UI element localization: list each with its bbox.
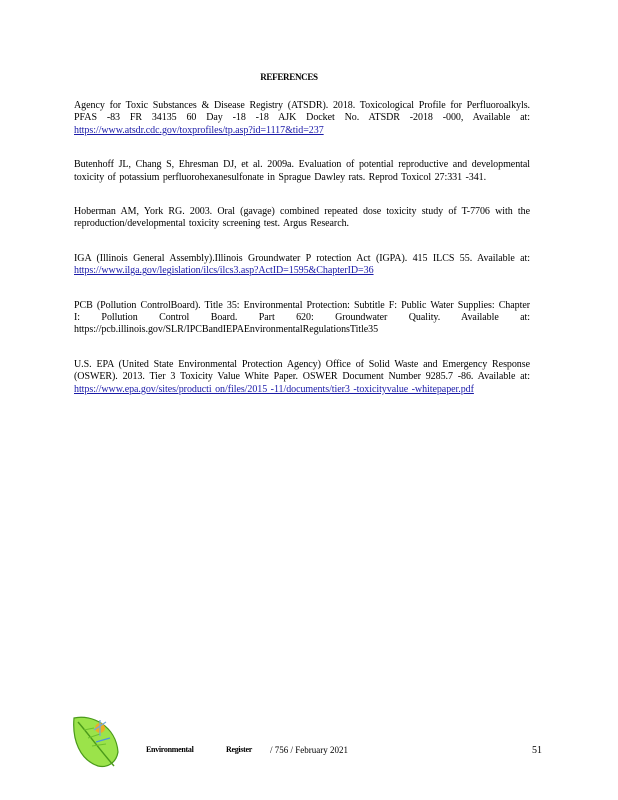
reference-link-epa[interactable]: https://www.epa.gov/sites/producti on/files/2015 -11/documents/tier3 -toxicityvalue -whitepaper.pdf [74, 383, 474, 395]
footer-page-number: 51 [532, 745, 542, 756]
reference-pcb: PCB (Pollution ControlBoard). Title 35: Environmental Protection: Subtitle F: Public Water Supplies: Chapter I: Pollution Control Board. Part 620: Groundwater Quality. Available at: https://pcb.illinois.gov/SLR/IPCBandIEPAEnvironmentalRegulationsTitle35 [74, 299, 530, 336]
footer-issue: / 756 / February 2021 [270, 745, 348, 755]
page-footer [0, 712, 618, 772]
footer-register-label: Register [226, 745, 253, 754]
reference-butenhoff: Butenhoff JL, Chang S, Ehresman DJ, et al. 2009a. Evaluation of potential reproductive and developmental toxicity of potassium perfluorohexanesulfonate in Sprague Dawley rats. Reprod Toxicol 27:331 -341. [74, 159, 530, 183]
reference-atsdr: Agency for Toxic Substances & Disease Registry (ATSDR). 2018. Toxicological Profile for Perfluoroalkyls. PFAS -83 FR 34135 60 Day -18 -18 AJK Docket No. ATSDR -2018 -000, Available at: https://www.atsdr.cdc.gov/toxprofiles/tp.asp?id=1117&tid=237 [74, 100, 530, 136]
references-heading: REFERENCES [260, 72, 318, 82]
reference-link-iga[interactable]: https://www.ilga.gov/legislation/ilcs/ilcs3.asp?ActID=1595&ChapterID=36 [74, 265, 374, 277]
reference-hoberman: Hoberman AM, York RG. 2003. Oral (gavage) combined repeated dose toxicity study of T-7706 with the reproduction/developmental toxicity screening test. Argus Research. [74, 206, 530, 230]
environmental-register-logo-icon [70, 712, 122, 770]
reference-epa: U.S. EPA (United State Environmental Protection Agency) Office of Solid Waste and Emergency Response (OSWER). 2013. Tier 3 Toxicity Value White Paper. OSWER Document Number 9285.7 -86. Available at: https://www.epa.gov/sites/producti on/files/2015 -11/documents/tier3 -toxicityvalue -whitepaper.pdf [74, 358, 530, 395]
reference-iga: IGA (Illinois General Assembly).Illinois Groundwater P rotection Act (IGPA). 415 ILCS 55. Available at: https://www.ilga.gov/legislation/ilcs/ilcs3.asp?ActID=1595&ChapterID=36 [74, 252, 530, 277]
references-list [74, 100, 530, 418]
footer-publication-title: Environmental [146, 745, 194, 754]
reference-link-atsdr[interactable]: https://www.atsdr.cdc.gov/toxprofiles/tp.asp?id=1117&tid=237 [74, 124, 324, 136]
